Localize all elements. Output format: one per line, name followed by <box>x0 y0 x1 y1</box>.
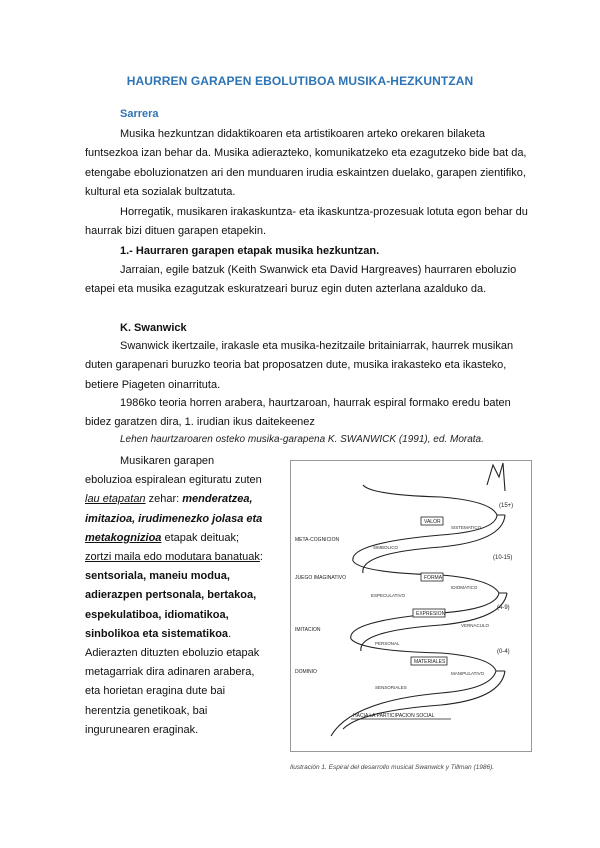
spiral-label: MANIPULATIVO <box>451 671 485 676</box>
line: etapak deituak; <box>161 531 240 544</box>
line: adierazpen pertsonala, bertakoa, <box>85 589 257 602</box>
document-title: HAURREN GARAPEN EBOLUTIBOA MUSIKA-HEZKUNTZAN <box>126 74 474 88</box>
line: Musika hezkuntzan didaktikoaren eta artistikoaren arteko orekaren bilaketa <box>120 128 486 140</box>
line: sentsoriala, maneiu modua, <box>85 570 230 583</box>
line: betiere Piageten oinarrituta. <box>85 378 221 391</box>
level-label: IMITACION <box>295 627 321 633</box>
paragraph-swanwick-2 <box>85 394 535 433</box>
line: herentzia genetikoak, bai <box>85 704 208 717</box>
line: Jarraian, egile batzuk (Keith Swanwick eta David Hargreaves) haurraren eboluzio <box>120 264 517 276</box>
line: . <box>228 627 232 640</box>
line: : <box>259 551 263 564</box>
bottom-label: HACIA LA PARTICIPACION SOCIAL <box>353 713 435 719</box>
paragraph-swanwick-1 <box>85 337 535 395</box>
emphasis: imitazioa, irudimenezko jolasa eta <box>85 512 263 525</box>
spiral-label: IDIOMATICO <box>451 585 478 590</box>
paragraph-sarrera-1 <box>85 125 535 203</box>
line: etengabe eboluzionatzen ari den munduaren irudia eskaintzen duelako, garapen zientifiko, <box>85 166 526 179</box>
spiral-label: VERNACULO <box>461 623 490 628</box>
spiral-label: SISTEMATICO <box>451 525 482 530</box>
spiral-diagram <box>291 461 531 751</box>
line: Swanwick ikertzaile, irakasle eta musika-hezitzaile britainiarrak, haurrek musikan <box>120 340 514 352</box>
age-label: (10-15) <box>493 555 513 561</box>
stage-box-label: VALOR <box>424 519 441 525</box>
emphasis: metakognizioa <box>85 531 162 544</box>
spiral-label: SENSORIALES <box>375 685 407 690</box>
age-label: (15+) <box>499 503 514 509</box>
line: Adierazten dituzten eboluzio etapak <box>85 647 260 660</box>
stage-box-label: FORMA <box>424 575 443 581</box>
line: Horregatik, musikaren irakaskuntza- eta ikaskuntza-prozesuak lotuta egon behar du <box>120 206 528 218</box>
paragraph-section-1 <box>85 261 535 300</box>
line: Musikaren garapen <box>120 455 215 467</box>
line: zehar: <box>145 493 183 506</box>
level-label: DOMINIO <box>295 669 317 675</box>
spiral-label: SIMBOLICO <box>373 545 399 550</box>
age-label: (0-4) <box>497 649 510 655</box>
level-label: META-COGNICION <box>295 537 340 543</box>
spiral-label: ESPECULATIVO <box>371 593 406 598</box>
stage-box-label: MATERIALES <box>414 659 446 665</box>
line: kultural eta sozialak bultzatuta. <box>85 186 236 199</box>
citation: Lehen haurtzaroaren osteko musika-garapena K. SWANWICK (1991), ed. Morata. <box>120 434 484 445</box>
heading-sarrera: Sarrera <box>120 108 159 120</box>
line: 1986ko teoria horren arabera, haurtzaroan, haurrak espiral formako eredu baten <box>120 397 511 409</box>
line: duten garapenari buruzko teoria bat proposatzen dute, musika irakasteko eta ikasteko, <box>85 359 507 372</box>
line: metagarriak dira adinaren arabera, <box>85 666 255 679</box>
line: ingurunearen eraginak. <box>85 723 199 736</box>
line: etapei eta musika ezagutzak eskuratzeari buruz egin duten azterlana azalduko da. <box>85 283 487 296</box>
line: bidez garatzen dira, 1. irudian ikus daitekeenez <box>85 416 315 429</box>
heading-section-1: 1.- Haurraren garapen etapak musika hezkuntzan. <box>120 245 380 257</box>
age-label: (4-9) <box>497 605 510 611</box>
line: eboluzioa espiralean egituratu zuten <box>85 474 262 487</box>
spiral-figure <box>290 460 532 752</box>
line: sinbolikoa eta sistematikoa <box>85 627 229 640</box>
line: espekulatiboa, idiomatikoa, <box>85 608 229 621</box>
paragraph-sarrera-2 <box>85 203 535 242</box>
line: eta horietan eragina dute bai <box>85 685 226 698</box>
emphasis: zortzi maila edo modutara banatuak <box>85 551 260 564</box>
heading-swanwick: K. Swanwick <box>120 322 187 334</box>
emphasis: menderatzea, <box>182 493 253 506</box>
spiral-label: PERSONAL <box>375 641 400 646</box>
level-label: JUEGO IMAGINATIVO <box>295 575 347 581</box>
emphasis: lau etapatan <box>85 493 146 506</box>
stage-box-label: EXPRESION <box>416 611 446 617</box>
figure-caption: Ilustración 1. Espiral del desarrollo musical Swanwick y Tillman (1986). <box>290 764 495 771</box>
left-column-text <box>85 452 295 740</box>
line: haurrak bizi dituen garapen etapekin. <box>85 225 267 238</box>
line: funtsezkoa izan behar da. Musika adierazteko, komunikatzeko eta ezagutzeko bide bat da, <box>85 147 527 160</box>
